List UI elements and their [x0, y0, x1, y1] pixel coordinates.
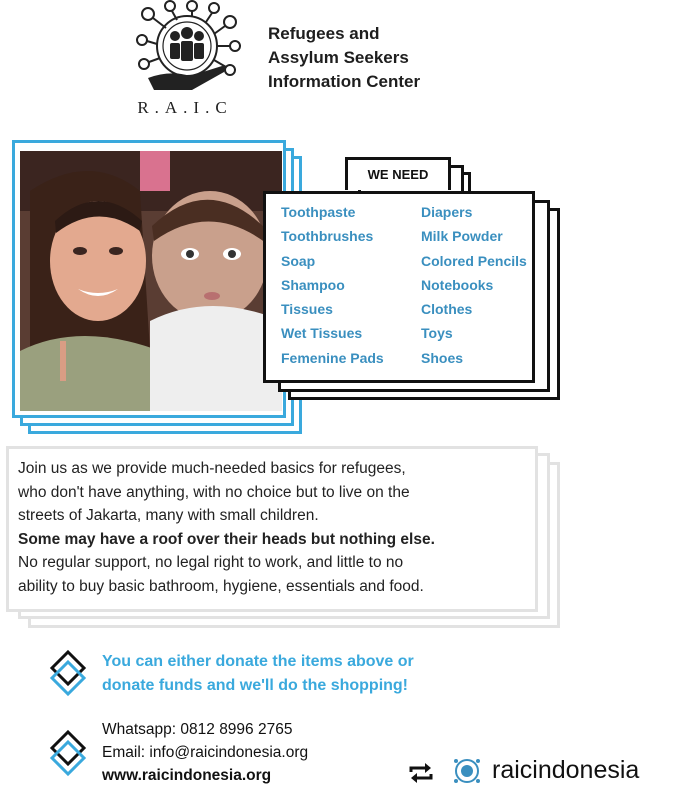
info-line: Join us as we provide much-needed basics for refugees,: [18, 460, 406, 477]
need-item: Wet Tissues: [281, 325, 363, 342]
info-line: streets of Jakarta, many with small children.: [18, 507, 319, 524]
need-item: Milk Powder: [421, 228, 503, 245]
we-need-title: WE NEED: [345, 157, 451, 190]
contact-info: [102, 718, 308, 787]
info-line: who don't have anything, with no choice but to live on the: [18, 483, 410, 501]
logo-text: R.A.I.C: [137, 98, 233, 117]
donate-call-to-action: [102, 650, 414, 698]
info-line-emphasis: Some may have a roof over their heads but nothing else.: [18, 530, 435, 548]
website-link[interactable]: www.raicindonesia.org: [102, 767, 272, 784]
stacked-diamond-icon: [48, 648, 88, 698]
mother-and-baby-photo: [20, 151, 282, 411]
need-item: Shoes: [421, 349, 464, 366]
info-paragraph: [18, 457, 538, 598]
cta-line: You can either donate the items above or: [102, 653, 414, 670]
needs-list-left: [281, 200, 384, 370]
need-item: Colored Pencils: [421, 252, 527, 269]
stacked-diamond-icon: [48, 728, 88, 778]
need-item: Toothpaste: [281, 204, 356, 220]
repost-icon: [407, 762, 435, 784]
need-item: Notebooks: [421, 276, 494, 293]
needs-list-right: [421, 200, 527, 370]
info-line: No regular support, no legal right to work, and little to no: [18, 554, 404, 571]
whatsapp-number: Whatsapp: 0812 8996 2765: [102, 721, 293, 738]
need-item: Femenine Pads: [281, 349, 384, 366]
info-line: ability to buy basic bathroom, hygiene, essentials and food.: [18, 577, 424, 595]
need-item: Diapers: [421, 204, 473, 220]
cta-line: donate funds and we'll do the shopping!: [102, 677, 409, 694]
org-name-line: Refugees and: [268, 24, 380, 43]
repost-handle[interactable]: raicindonesia: [492, 756, 640, 784]
raic-mini-logo-icon: [452, 756, 482, 786]
need-item: Toys: [421, 325, 453, 342]
org-name-line: Information Center: [268, 72, 421, 91]
need-item: Shampoo: [281, 276, 345, 293]
need-item: Toothbrushes: [281, 228, 374, 245]
need-item: Tissues: [281, 301, 333, 318]
need-item: Clothes: [421, 301, 473, 318]
organization-name: [268, 22, 420, 94]
need-item: Soap: [281, 252, 316, 269]
email-address: Email: info@raicindonesia.org: [102, 744, 309, 761]
org-name-line: Assylum Seekers: [268, 48, 409, 67]
